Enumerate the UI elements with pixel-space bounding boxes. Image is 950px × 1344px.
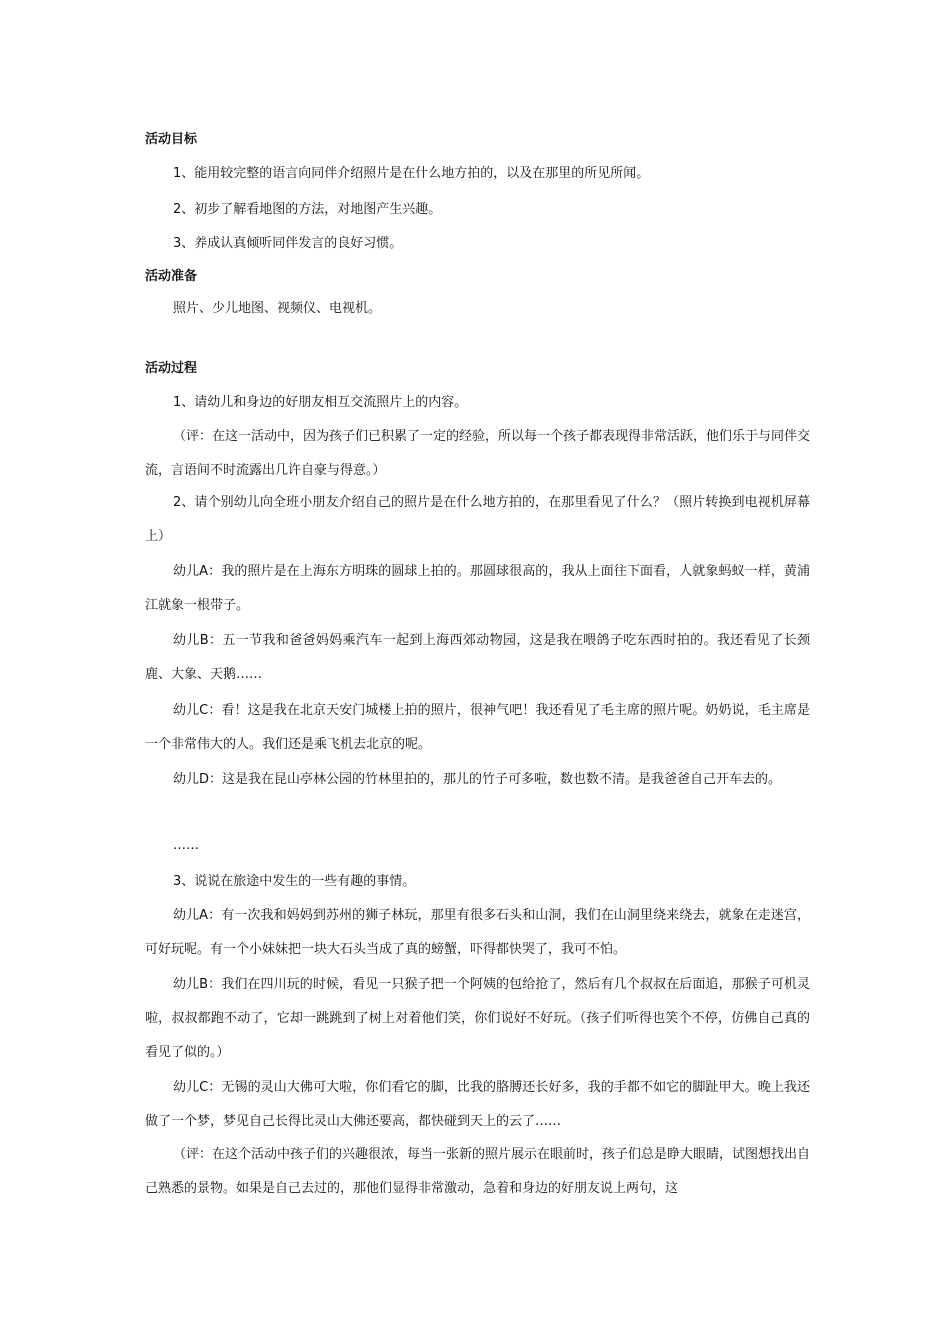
- process-step-2: 2、请个别幼儿向全班小朋友介绍自己的照片是在什么地方拍的，在那里看见了什么？（照片转换到电视机屏幕上）: [145, 495, 810, 544]
- process-step-3: 3、说说在旅途中发生的一些有趣的事情。: [173, 874, 416, 889]
- process-step-1: 1、请幼儿和身边的好朋友相互交流照片上的内容。: [173, 395, 468, 410]
- goal-heading: 活动目标: [145, 132, 198, 147]
- ellipsis: ……: [173, 838, 199, 853]
- goal-item-3: 3、养成认真倾听同伴发言的良好习惯。: [173, 236, 403, 251]
- prep-heading: 活动准备: [145, 269, 198, 284]
- goal-item-1: 1、能用较完整的语言向同伴介绍照片是在什么地方拍的，以及在那里的所见所闻。: [173, 166, 650, 181]
- comment-3: （评：在这个活动中孩子们的兴趣很浓，每当一张新的照片展示在眼前时，孩子们总是睁大眼睛，试图想找出自己熟悉的景物。如果是自己去过的，那他们显得非常激动，急着和身边的好朋友说上两句，这: [145, 1147, 811, 1196]
- step3-child-a: 幼儿A：有一次我和妈妈到苏州的狮子林玩，那里有很多石头和山洞，我们在山洞里绕来绕去，就象在走迷宫，可好玩呢。有一个小妹妹把一块大石头当成了真的螃蟹，吓得都快哭了，我可不怕。: [145, 908, 810, 957]
- step3-child-c: 幼儿C：无锡的灵山大佛可大啦，你们看它的脚，比我的胳膊还长好多，我的手都不如它的脚趾甲大。晚上我还做了一个梦，梦见自己长得比灵山大佛还要高，都快碰到天上的云了……: [145, 1080, 810, 1129]
- step3-child-b: 幼儿B：我们在四川玩的时候，看见一只猴子把一个阿姨的包给抢了，然后有几个叔叔在后面追，那猴子可机灵啦，叔叔都跑不动了，它却一跳跳到了树上对着他们笑，你们说好不好玩。（孩子们听得也笑个不停，仿佛自己真的看见了似的。）: [145, 977, 810, 1060]
- step2-child-a: 幼儿A：我的照片是在上海东方明珠的圆球上拍的。那圆球很高的，我从上面往下面看，人就象蚂蚁一样，黄浦江就象一根带子。: [145, 564, 810, 613]
- step2-child-c: 幼儿C：看！这是我在北京天安门城楼上拍的照片，很神气吧！我还看见了毛主席的照片呢。奶奶说，毛主席是一个非常伟大的人。我们还是乘飞机去北京的呢。: [145, 703, 810, 752]
- comment-1: （评：在这一活动中，因为孩子们已积累了一定的经验，所以每一个孩子都表现得非常活跃，他们乐于与同伴交流，言语间不时流露出几许自豪与得意。）: [145, 429, 811, 478]
- step2-child-d: 幼儿D：这是我在昆山亭林公园的竹林里拍的，那儿的竹子可多啦，数也数不清。是我爸爸自己开车去的。: [173, 772, 782, 787]
- process-heading: 活动过程: [145, 361, 198, 376]
- step2-child-b: 幼儿B：五一节我和爸爸妈妈乘汽车一起到上海西郊动物园，这是我在喂鸽子吃东西时拍的。我还看见了长颈鹿、大象、天鹅……: [145, 633, 810, 682]
- goal-item-2: 2、初步了解看地图的方法，对地图产生兴趣。: [173, 202, 442, 217]
- prep-text: 照片、少儿地图、视频仪、电视机。: [173, 301, 382, 316]
